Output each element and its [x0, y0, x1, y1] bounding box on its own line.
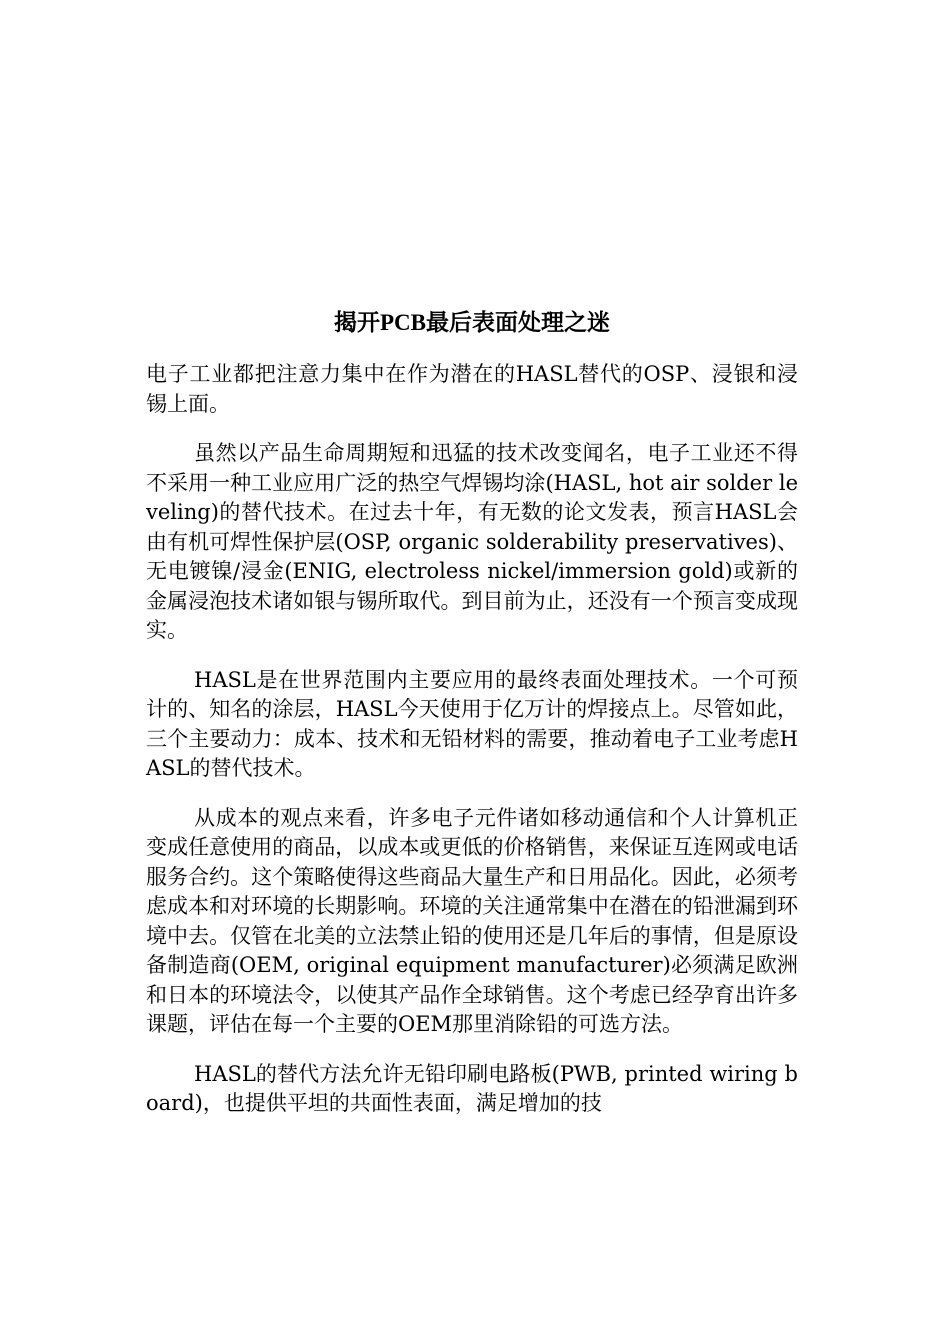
body-paragraph-hasl-usage: HASL是在世界范围内主要应用的最终表面处理技术。一个可预计的、知名的涂层，HASL今天使用于亿万计的焊接点上。尽管如此，三个主要动力：成本、技术和无铅材料的需要，推动着电子工业考虑HASL的替代技术。: [146, 667, 798, 780]
body-paragraph-cost: 从成本的观点来看，许多电子元件诸如移动通信和个人计算机正变成任意使用的商品，以成本或更低的价格销售，来保证互连网或电话服务合约。这个策略使得这些商品大量生产和日用品化。因此，必须考虑成本和对环境的长期影响。环境的关注通常集中在潜在的铅泄漏到环境中去。仅管在北美的立法禁止铅的使用还是几年后的事情，但是原设备制造商(OEM, original equipment manufacturer)必须满足欧洲和日本的环境法令，以使其产品作全球销售。这个考虑已经孕育出许多课题，评估在每一个主要的OEM那里消除铅的可选方法。: [146, 805, 798, 1036]
intro-paragraph: 电子工业都把注意力集中在作为潜在的HASL替代的OSP、浸银和浸锡上面。: [146, 362, 798, 416]
document-title: 揭开PCB最后表面处理之迷: [334, 310, 610, 335]
body-paragraph-pwb: HASL的替代方法允许无铅印刷电路板(PWB, printed wiring board)，也提供平坦的共面性表面，满足增加的技: [146, 1061, 798, 1115]
document-page: [146, 308, 798, 1139]
body-paragraph-hasl-alternatives: 虽然以产品生命周期短和迅猛的技术改变闻名，电子工业还不得不采用一种工业应用广泛的热空气焊锡均涂(HASL, hot air solder leveling)的替代技术。在过去十年，有无数的论文发表，预言HASL会由有机可焊性保护层(OSP, organic solderability preservatives)、无电镀镍/浸金(ENIG, electroless nickel/immersion gold)或新的金属浸泡技术诸如银与锡所取代。到目前为止，还没有一个预言变成现实。: [146, 441, 798, 642]
